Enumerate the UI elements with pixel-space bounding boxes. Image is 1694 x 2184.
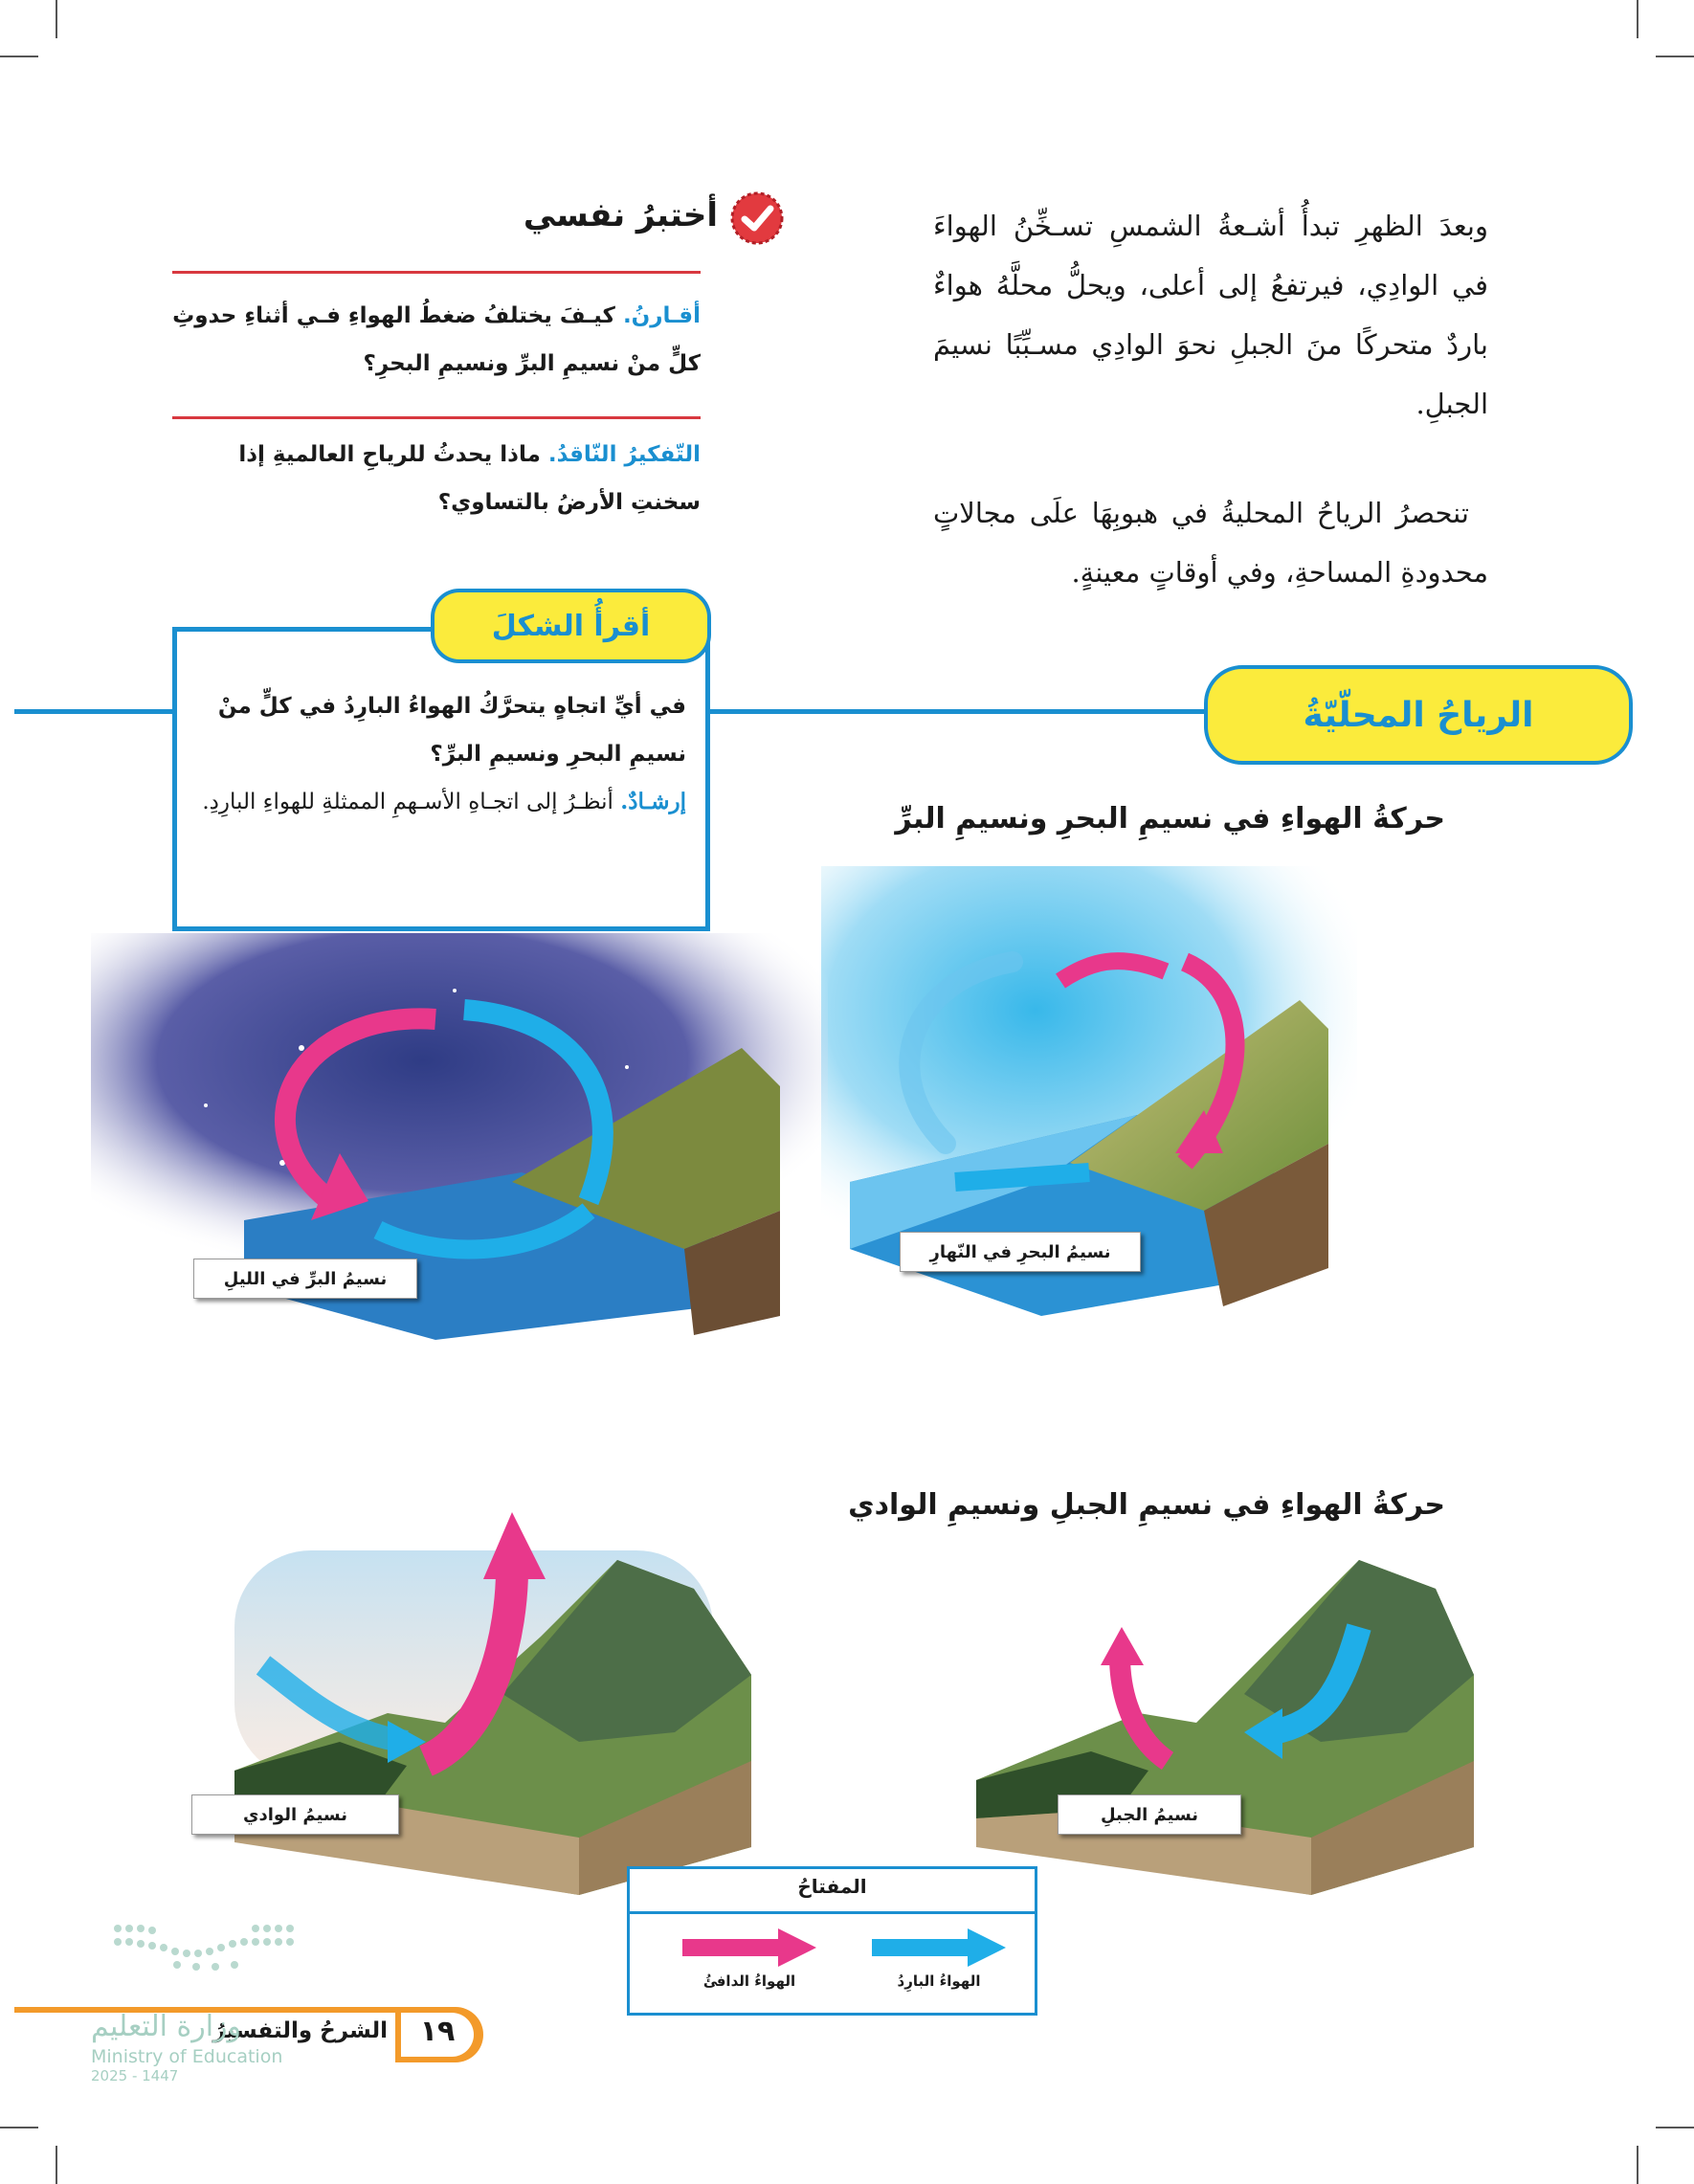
check-badge-icon	[730, 191, 784, 245]
legend-title: المفتاحُ	[797, 1875, 867, 1898]
cold-air-arrow-icon	[872, 1928, 1006, 1967]
question-text: كيـفَ يختلفُ ضغطُ الهواءِ فـي أثناءِ حدوثِ كلٍّ منْ نسيمِ البرِّ ونسيمِ البحرِ؟	[172, 303, 701, 376]
divider	[172, 416, 701, 419]
mountain-breeze-image	[957, 1522, 1493, 1895]
valley-breeze-image	[215, 1512, 770, 1895]
question-text: ماذا يحدثُ للرياحِ العالميةِ إذا سخنتِ الأرضُ بالتساوي؟	[238, 442, 701, 515]
self-test-question-2	[172, 431, 701, 526]
section-name: الشرحُ والتفسيرُ	[212, 2018, 388, 2043]
ministry-logo-icon	[110, 1919, 301, 1976]
warm-air-label: الهواءُ الدافئُ	[702, 1972, 796, 1990]
body-paragraph-1: وبعدَ الظهرِ تبدأُ أشـعةُ الشمسِ تسـخِّنُ الهواءَ في الوادِي، فيرتفعُ إلى أعلى، ويحلُّ محلَّهُ هواءٌ باردٌ متحركًا منَ الجبلِ نحوَ الوادِي مسـبِّبًا نسيمَ الجبلِ.	[933, 210, 1488, 420]
page-number: ١٩	[419, 2015, 456, 2048]
warm-air-arrow-icon	[682, 1928, 816, 1967]
section-tag-local-winds: الرياحُ المحلّيّةُ	[1204, 665, 1633, 765]
crop-mark	[56, 0, 57, 38]
self-test-question-1	[172, 292, 701, 388]
crop-mark	[1637, 2146, 1638, 2184]
read-figure-box	[172, 627, 710, 931]
sea-breeze-day-label: نسيمُ البحرِ في النّهارِ	[900, 1232, 1141, 1272]
read-figure-question: في أيِّ اتجاهٍ يتحرَّكُ الهواءُ البارِدُ في كلٍّ منْ نسيمِ البحرِ ونسيمِ البرِّ؟	[217, 694, 686, 767]
figure-1-title: حركةُ الهواءِ في نسيمِ البحرِ ونسيمِ البرِّ	[895, 802, 1445, 836]
hint-keyword: إرشـادٌ.	[620, 789, 686, 814]
crop-mark	[0, 56, 38, 57]
body-paragraph-2: تنحصرُ الرياحُ المحليةُ في هبوبِهَا علَى مجالاتٍ محدودةِ المساحةِ، وفي أوقاتٍ معينةٍ.	[933, 497, 1488, 589]
ministry-name-en: Ministry of Education	[91, 2046, 283, 2067]
valley-breeze-label: نسيمُ الوادي	[191, 1794, 399, 1835]
legend-box	[627, 1866, 1037, 2016]
self-test-title: أختبرُ نفسي	[523, 196, 718, 234]
cold-air-label: الهواءُ البارِدُ	[897, 1972, 981, 1990]
mountain-breeze-label: نسيمُ الجبلِ	[1058, 1794, 1241, 1835]
divider	[630, 1911, 1035, 1914]
crop-mark	[1637, 0, 1638, 38]
land-breeze-night-label: نسيمُ البرِّ في الليلِ	[193, 1259, 417, 1299]
hint-text: أنظـرُ إلى اتجـاهِ الأسـهمِ الممثلةِ للهواءِ البارِدِ.	[202, 790, 621, 814]
read-figure-tag: أقرأُ الشكلَ	[431, 589, 711, 663]
crop-mark	[56, 2146, 57, 2184]
ministry-name-ar: وزارة التعليم	[91, 2010, 242, 2043]
edition-year: 2025 - 1447	[91, 2067, 179, 2084]
divider	[172, 271, 701, 274]
crop-mark	[1656, 2127, 1694, 2128]
critical-thinking-keyword: التّفكيرُ النّاقدُ.	[547, 442, 701, 467]
figure-2-title: حركةُ الهواءِ في نسيمِ الجبلِ ونسيمِ الوادي	[848, 1488, 1445, 1522]
crop-mark	[1656, 56, 1694, 57]
compare-keyword: أقـارنُ.	[622, 303, 701, 328]
crop-mark	[0, 2127, 38, 2128]
